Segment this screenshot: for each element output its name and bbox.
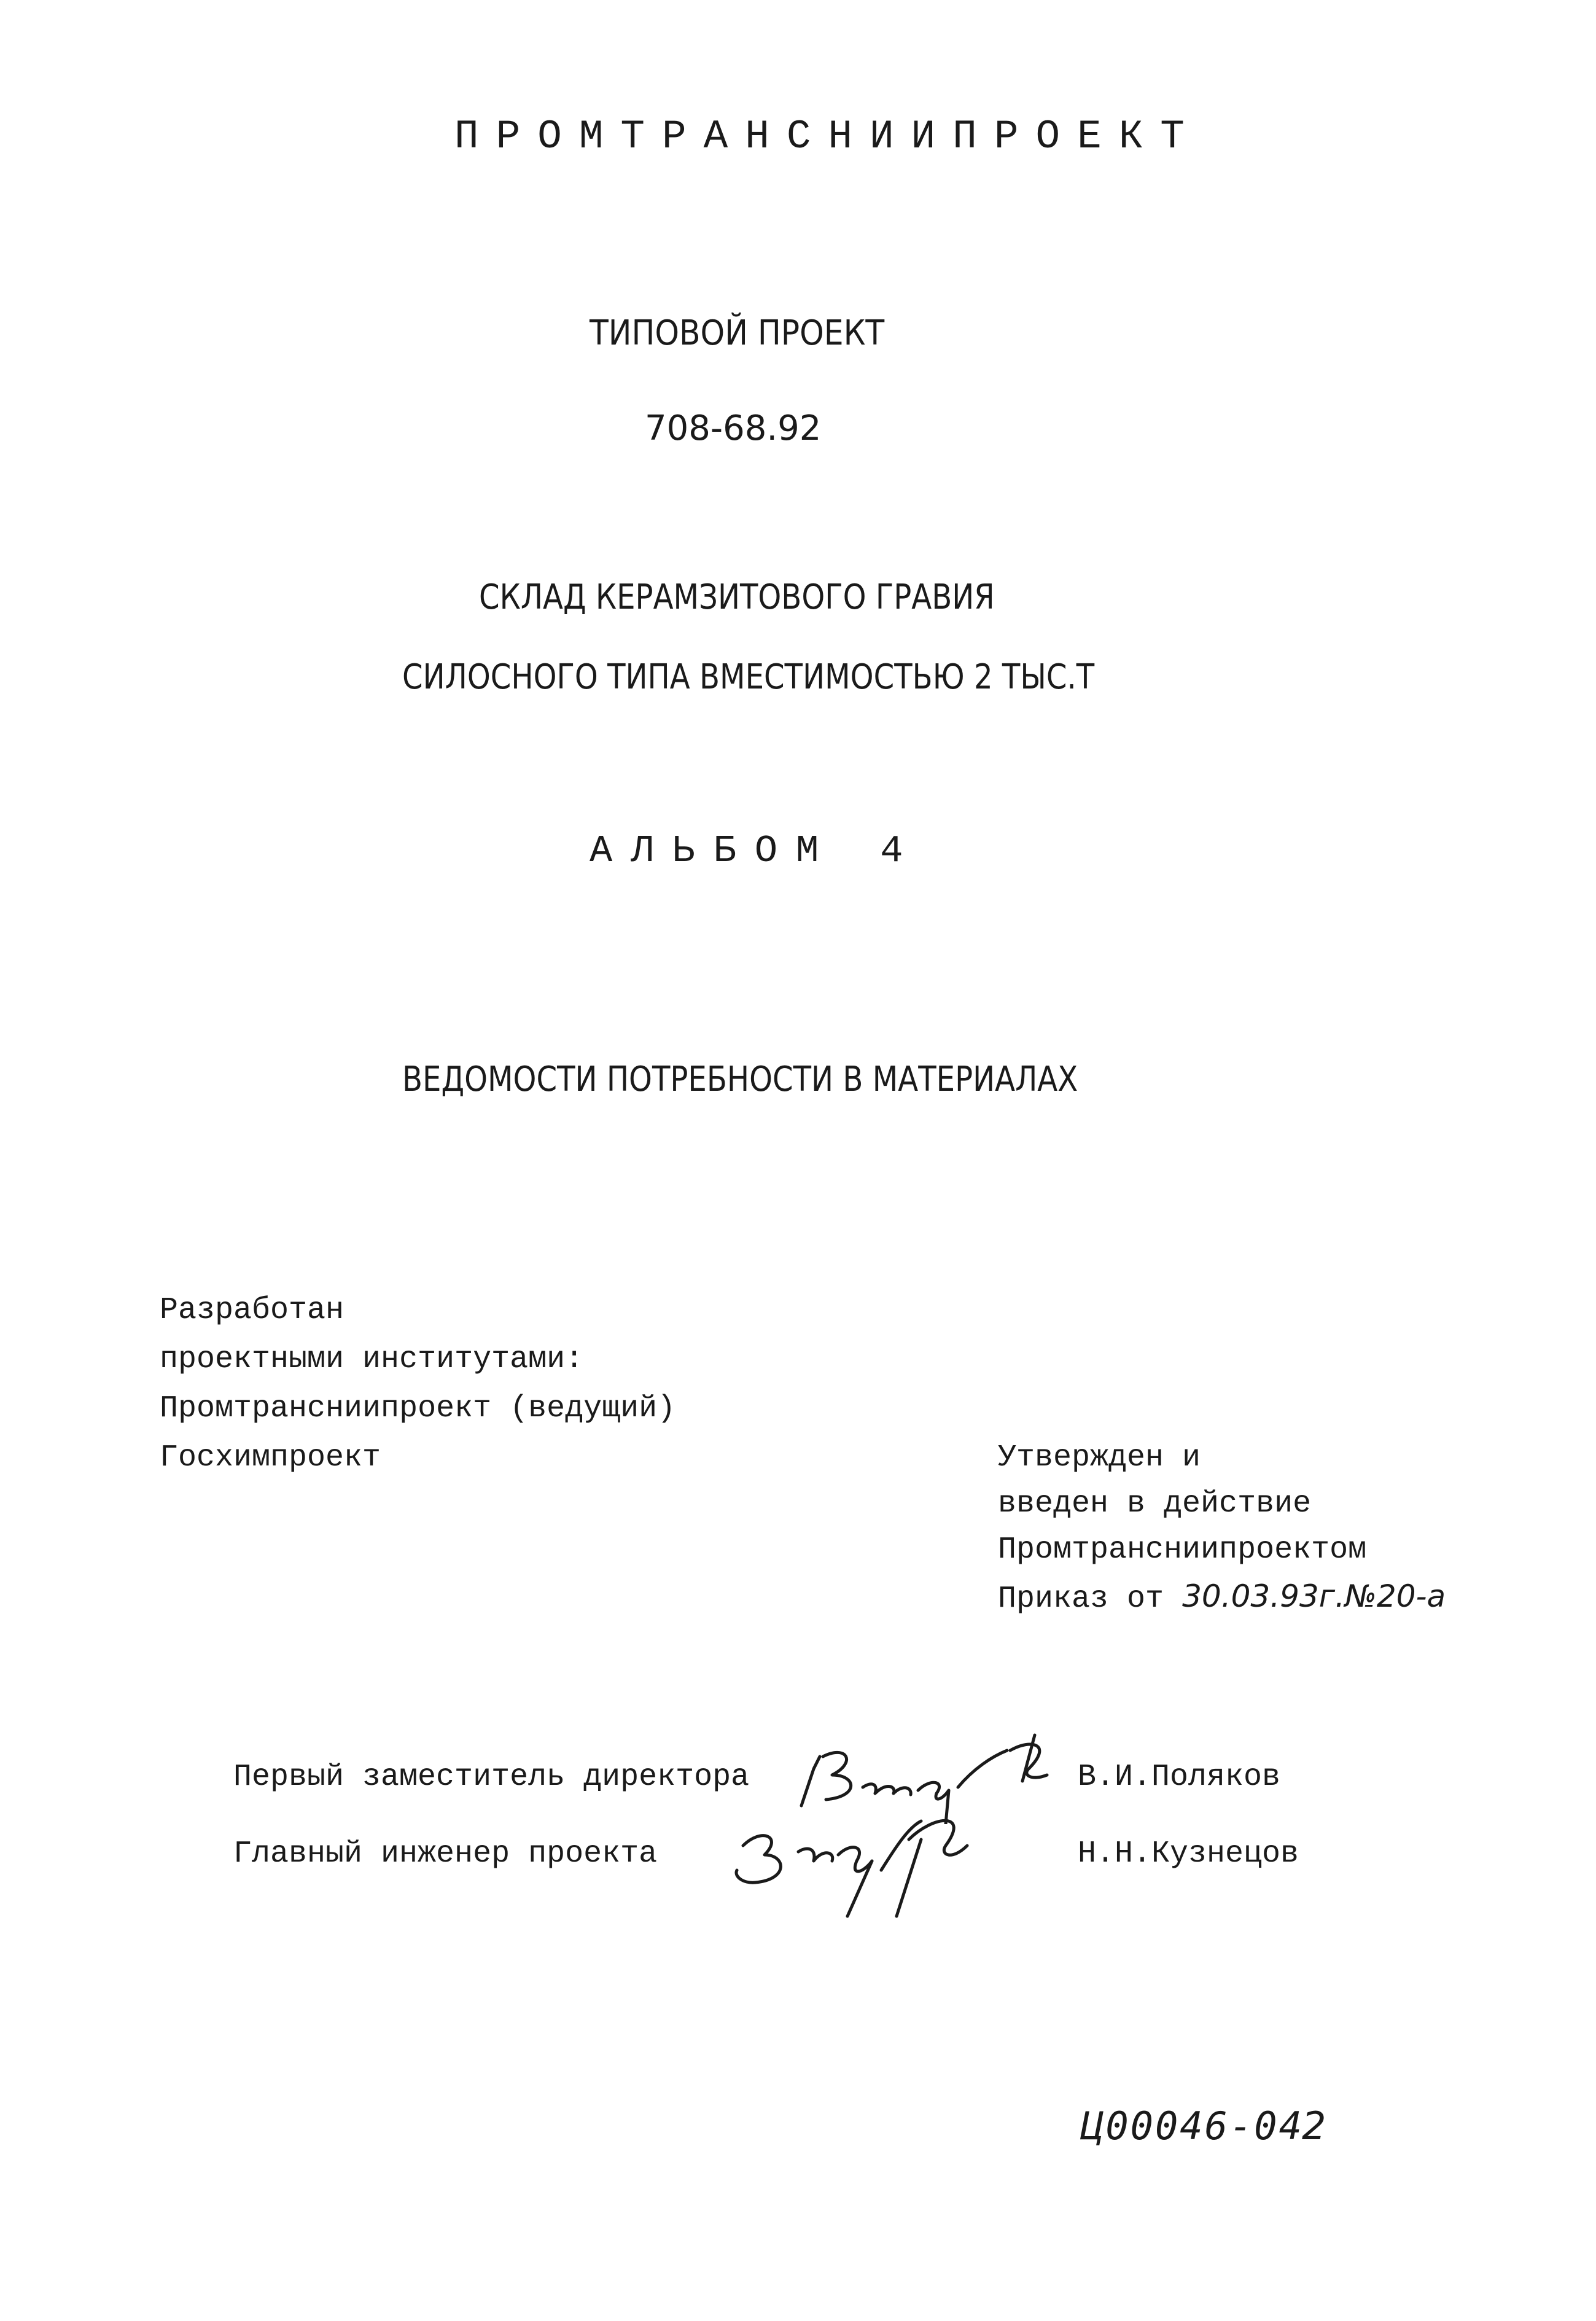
project-title-line1: СКЛАД КЕРАМЗИТОВОГО ГРАВИЯ [479,577,995,617]
approved-line4 [998,1578,1446,1617]
project-type: ТИПОВОЙ ПРОЕКТ [590,313,885,353]
album-label: АЛЬБОМ [590,829,838,873]
approved-line2: введен в действие [998,1486,1312,1521]
project-title-line2: СИЛОСНОГО ТИПА ВМЕСТИМОСТЬЮ 2 ТЫС.Т [402,657,1095,697]
approved-line1: Утвержден и [998,1440,1201,1475]
order-prefix: Приказ от [998,1582,1164,1617]
developed-line1: Разработан [160,1293,345,1328]
order-number: №20-а [1344,1578,1446,1614]
page-number: 2 [1302,2104,1326,2148]
approved-line3: Промтрансниипроектом [998,1532,1367,1567]
volume-title: ВЕДОМОСТИ ПОТРЕБНОСТИ В МАТЕРИАЛАХ [402,1059,1078,1099]
developed-line3: Промтрансниипроект (ведущий) [160,1391,676,1426]
document-code: Ц00046-04 [1081,2104,1304,2148]
handwritten-signature-2 [725,1803,989,1919]
signature-name-1: В.И.Поляков [1078,1760,1281,1795]
album-heading [590,829,921,873]
signature-position-1: Первый заместитель директора [233,1760,750,1795]
developed-line2: проектными институтами: [160,1342,584,1377]
developed-line4: Госхимпроект [160,1440,381,1475]
signature-name-2: Н.Н.Кузнецов [1078,1836,1299,1871]
order-date: 30.03.93г. [1182,1578,1345,1614]
project-number: 708-68.92 [645,408,822,448]
signature-position-2: Главный инженер проекта [233,1836,658,1871]
organization-header: ПРОМТРАНСНИИПРОЕКТ [454,114,1202,160]
album-number: 4 [880,829,922,873]
